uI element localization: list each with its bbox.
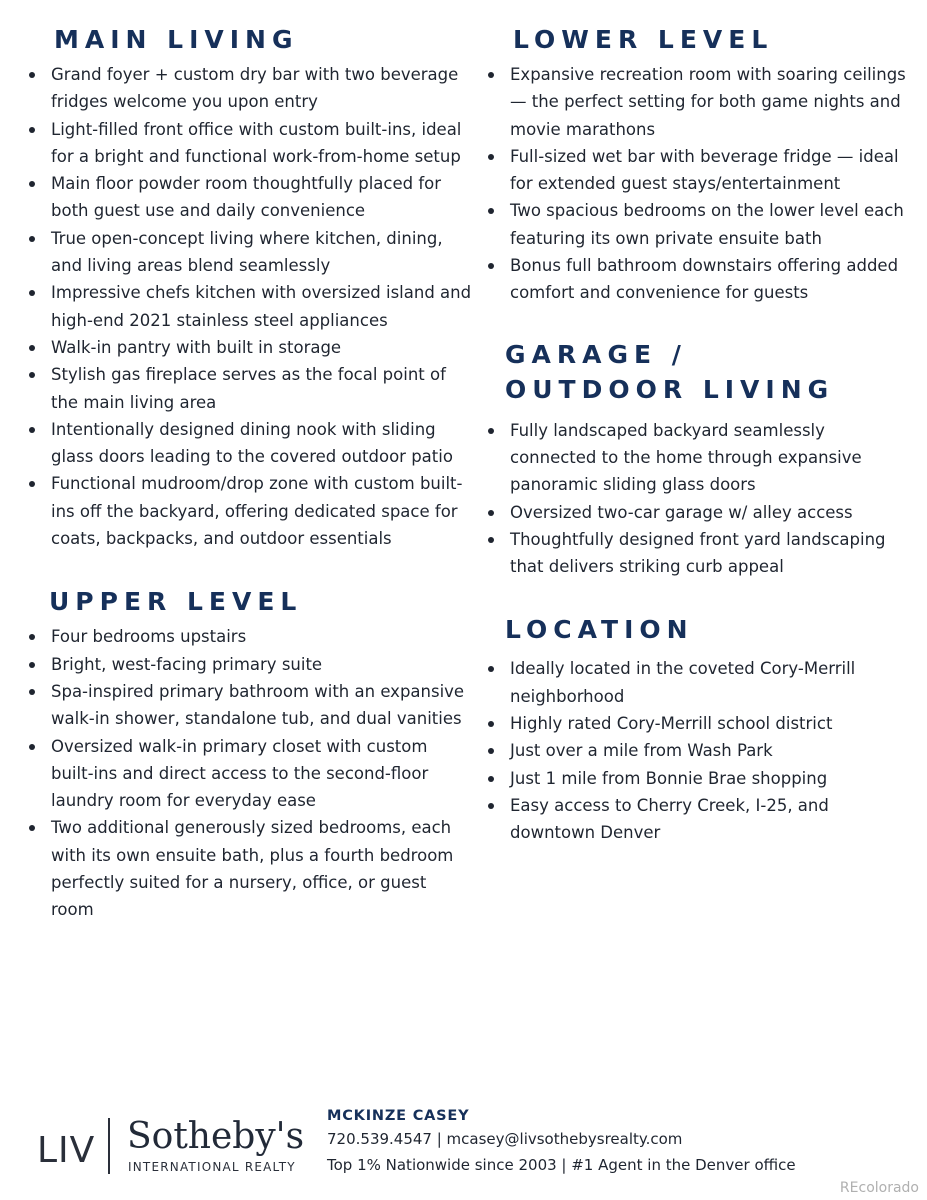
list-item: Thoughtfully designed front yard landscaping that delivers striking curb appeal — [483, 526, 913, 581]
logo-divider — [108, 1118, 110, 1174]
right-column — [483, 22, 913, 847]
feature-list — [483, 61, 913, 307]
list-item: Stylish gas fireplace serves as the focal point of the main living area — [24, 361, 472, 416]
section-title: LOWER LEVEL — [513, 25, 774, 54]
list-item: Two additional generously sized bedrooms, each with its own ensuite bath, plus a fourth bedroom perfectly suited for a nursery, office, or guest room — [24, 814, 472, 923]
section-main-living — [24, 22, 472, 552]
logo-brand-text: Sotheby's — [127, 1116, 305, 1157]
list-item: Easy access to Cherry Creek, I-25, and downtown Denver — [483, 792, 913, 847]
list-item: Spa-inspired primary bathroom with an expansive walk-in shower, standalone tub, and dual vanities — [24, 678, 472, 733]
list-item: Four bedrooms upstairs — [24, 623, 472, 650]
list-item: Just over a mile from Wash Park — [483, 737, 913, 764]
section-title: UPPER LEVEL — [49, 587, 303, 617]
section-location — [483, 612, 913, 846]
agent-contact: 720.539.4547 | mcasey@livsothebysrealty.com — [327, 1130, 683, 1148]
footer — [0, 1100, 927, 1200]
list-item: Bonus full bathroom downstairs offering added comfort and convenience for guests — [483, 252, 913, 307]
list-item: Grand foyer + custom dry bar with two beverage fridges welcome you upon entry — [24, 61, 472, 116]
feature-list — [24, 623, 472, 923]
logo-liv-text: LIV — [37, 1130, 96, 1171]
list-item: Expansive recreation room with soaring ceilings — the perfect setting for both game nights and movie marathons — [483, 61, 913, 143]
agent-tagline: Top 1% Nationwide since 2003 | #1 Agent in the Denver office — [327, 1156, 796, 1174]
list-item: Ideally located in the coveted Cory-Merrill neighborhood — [483, 655, 913, 710]
list-item: Main floor powder room thoughtfully placed for both guest use and daily convenience — [24, 170, 472, 225]
list-item: Two spacious bedrooms on the lower level each featuring its own private ensuite bath — [483, 197, 913, 252]
list-item: Just 1 mile from Bonnie Brae shopping — [483, 765, 913, 792]
list-item: Intentionally designed dining nook with sliding glass doors leading to the covered outdoor patio — [24, 416, 472, 471]
agent-info — [327, 1106, 796, 1178]
list-item: Full-sized wet bar with beverage fridge — ideal for extended guest stays/entertainment — [483, 143, 913, 198]
list-item: Fully landscaped backyard seamlessly connected to the home through expansive panoramic sliding glass doors — [483, 417, 913, 499]
feature-list — [24, 61, 472, 552]
section-title: LOCATION — [505, 615, 694, 645]
feature-list — [483, 655, 913, 846]
feature-list — [483, 417, 913, 581]
list-item: Light-filled front office with custom built-ins, ideal for a bright and functional work-from-home setup — [24, 116, 472, 171]
left-column — [24, 22, 472, 924]
section-garage-outdoor — [483, 337, 913, 581]
list-item: Oversized walk-in primary closet with custom built-ins and direct access to the second-floor laundry room for everyday ease — [24, 733, 472, 815]
section-lower-level — [483, 22, 913, 307]
section-title: GARAGE / OUTDOOR LIVING — [505, 339, 835, 404]
agent-name: MCKINZE CASEY — [327, 1108, 470, 1124]
list-item: Bright, west-facing primary suite — [24, 651, 472, 678]
list-item: Functional mudroom/drop zone with custom built-ins off the backyard, offering dedicated space for coats, backpacks, and outdoor essentials — [24, 470, 472, 552]
list-item: True open-concept living where kitchen, dining, and living areas blend seamlessly — [24, 225, 472, 280]
list-item: Impressive chefs kitchen with oversized island and high-end 2021 stainless steel appliances — [24, 279, 472, 334]
list-item: Oversized two-car garage w/ alley access — [483, 499, 913, 526]
logo-subtitle: INTERNATIONAL REALTY — [128, 1160, 296, 1174]
section-upper-level — [24, 584, 472, 923]
list-item: Highly rated Cory-Merrill school district — [483, 710, 913, 737]
list-item: Walk-in pantry with built in storage — [24, 334, 472, 361]
watermark: REcolorado — [839, 1180, 919, 1196]
section-title: MAIN LIVING — [54, 25, 299, 54]
